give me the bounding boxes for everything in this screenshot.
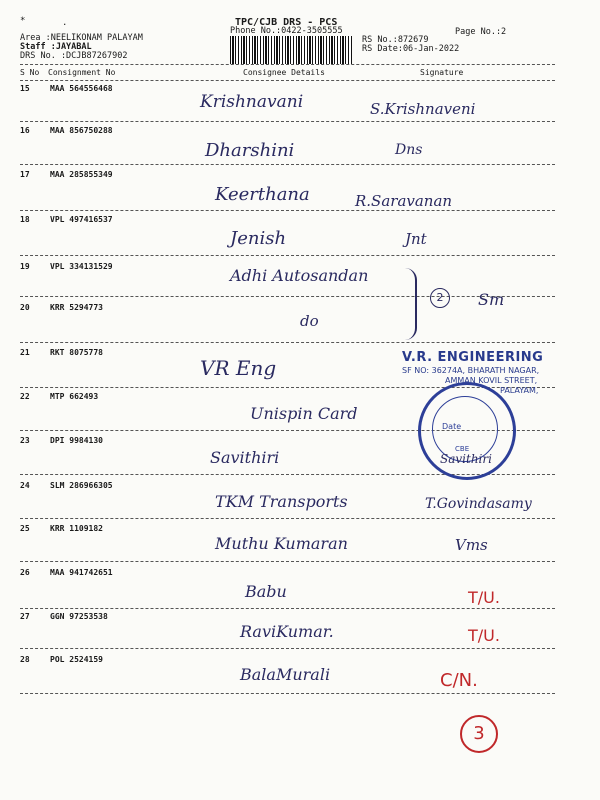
column-header-consignee: Consignee Details <box>243 68 325 77</box>
divider <box>20 296 555 297</box>
divider <box>20 255 555 256</box>
row-signature: Vms <box>455 536 488 554</box>
row-consignee: Dharshini <box>205 140 295 161</box>
document-title: TPC/CJB DRS - PCS <box>235 17 338 28</box>
row-consignee: Krishnavani <box>200 92 304 112</box>
row-consignee: do <box>300 312 319 330</box>
divider <box>20 342 555 343</box>
divider <box>20 693 555 694</box>
row-consignment: GGN 97253538 <box>50 612 108 621</box>
stray-mark: . <box>62 18 68 28</box>
row-signature: T/U. <box>468 588 500 607</box>
row-sno: 18 <box>20 215 30 224</box>
row-sno: 23 <box>20 436 30 445</box>
row-sno: 26 <box>20 568 30 577</box>
staff-label: Staff :JAYABAL <box>20 42 92 52</box>
rs-date: RS Date:06-Jan-2022 <box>362 44 460 54</box>
row-sno: 20 <box>20 303 30 312</box>
column-header-signature: Signature <box>420 68 464 77</box>
row-consignment: MAA 941742651 <box>50 568 113 577</box>
stamp-address: PALAYAM, <box>500 386 539 395</box>
divider <box>20 210 555 211</box>
divider <box>20 64 555 65</box>
row-sno: 28 <box>20 655 30 664</box>
row-sno: 27 <box>20 612 30 621</box>
stray-mark: * <box>20 16 26 26</box>
row-signature: T/U. <box>468 626 500 645</box>
row-signature: R.Saravanan <box>355 192 453 210</box>
row-signature: T.Govindasamy <box>425 496 532 512</box>
area-label: Area :NEELIKONAM PALAYAM <box>20 33 143 43</box>
row-consignment: KRR 5294773 <box>50 303 103 312</box>
row-consignee: Unispin Card <box>250 404 358 423</box>
row-consignment: KRR 1109182 <box>50 524 103 533</box>
divider <box>20 518 555 519</box>
divider <box>20 164 555 165</box>
row-consignment: RKT 8075778 <box>50 348 103 357</box>
row-consignment: VPL 497416537 <box>50 215 113 224</box>
row-sno: 15 <box>20 84 30 93</box>
row-signature: Dns <box>395 142 423 158</box>
column-header-sno: S No <box>20 68 40 77</box>
row-consignee: Jenish <box>230 228 287 249</box>
group-count-circle: 2 <box>430 288 450 308</box>
row-consignment: SLM 286966305 <box>50 481 113 490</box>
row-signature: Jnt <box>405 230 427 248</box>
row-consignee: Babu <box>245 582 287 601</box>
row-consignee: Muthu Kumaran <box>215 534 348 553</box>
row-sno: 21 <box>20 348 30 357</box>
row-consignee: Adhi Autosandan <box>230 266 369 285</box>
stamp-date: Date <box>442 422 462 431</box>
stamp-signature: Savithiri <box>440 452 492 466</box>
drs-number: DRS No. :DCJB87267902 <box>20 51 128 61</box>
row-consignee: TKM Transports <box>215 492 348 511</box>
row-consignment: DPI 9984130 <box>50 436 103 445</box>
rs-number: RS No.:872679 <box>362 35 429 45</box>
row-sno: 17 <box>20 170 30 179</box>
row-consignment: MAA 856750288 <box>50 126 113 135</box>
row-sno: 22 <box>20 392 30 401</box>
row-signature: S.Krishnaveni <box>370 100 476 118</box>
row-consignee: Savithiri <box>210 448 280 467</box>
group-signature: Sm <box>478 290 505 309</box>
divider <box>20 80 555 81</box>
divider <box>20 648 555 649</box>
group-brace <box>405 268 417 340</box>
stamp-address: SF NO: 36274A, BHARATH NAGAR, <box>402 366 540 375</box>
row-sno: 16 <box>20 126 30 135</box>
stamp-company: V.R. ENGINEERING <box>402 350 544 365</box>
row-consignment: MTP 662493 <box>50 392 99 401</box>
row-consignee: BalaMurali <box>240 665 331 684</box>
row-signature: C/N. <box>440 670 478 691</box>
divider <box>20 121 555 122</box>
row-consignment: MAA 564556468 <box>50 84 113 93</box>
row-sno: 19 <box>20 262 30 271</box>
phone-number: Phone No.:0422-3505555 <box>230 26 343 36</box>
divider <box>20 561 555 562</box>
row-consignee: RaviKumar. <box>240 622 334 641</box>
stamp-city: CBE <box>455 445 470 453</box>
stamp-address: AMMAN KOVIL STREET, <box>445 376 538 385</box>
barcode <box>230 36 352 64</box>
row-consignment: VPL 334131529 <box>50 262 113 271</box>
page-number: Page No.:2 <box>455 27 507 37</box>
divider <box>20 608 555 609</box>
row-sno: 25 <box>20 524 30 533</box>
column-header-consignment: Consignment No <box>48 68 116 77</box>
row-consignment: POL 2524159 <box>50 655 103 664</box>
row-consignee: Keerthana <box>215 184 310 205</box>
row-sno: 24 <box>20 481 30 490</box>
total-count-circle: 3 <box>460 715 498 753</box>
row-consignment: MAA 285855349 <box>50 170 113 179</box>
row-consignee: VR Eng <box>200 356 277 380</box>
